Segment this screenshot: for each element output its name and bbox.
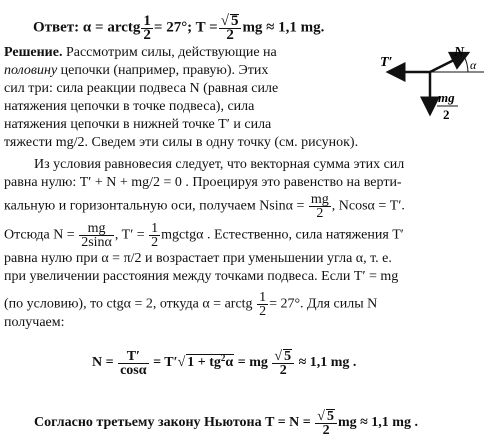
answer-alpha-value: = 27°; xyxy=(153,19,193,36)
para3-line-1: Отсюда N = $\frac{mg}{2\sin\alpha}$ , T′ = $\frac{1}{2}$ mgctgα . Естественно, сила натяжения T′ xyxy=(4,221,404,250)
answer-t: T = xyxy=(195,19,218,36)
solution-line-4: натяжения цепочки в точке подвеса), сила xyxy=(4,99,255,114)
answer-alpha: α = arctg xyxy=(82,19,141,36)
alpha-arc xyxy=(464,56,468,72)
solution-line-3: сил три: сила реакции подвеса N (равная силе xyxy=(4,81,279,96)
para2-line-3: кальную и горизонтальную оси, получаем Nsinα = $\frac{mg}{2}$ , Ncosα = T′. xyxy=(4,192,405,221)
mg-label-num: mg xyxy=(438,90,455,105)
answer-fraction: $\frac{1}{2}$ xyxy=(143,12,151,43)
equation-n: N = $\frac{T'}{\cos\alpha}$ = T′√ $1 + tg^2\alpha$ = mg $\frac{√ 5}{2}$ ≈ 1,1 mg . xyxy=(92,348,357,378)
para3-line-4: (по условию), то ctgα = 2, откуда α = arctg $\frac{1}{2}$ = 27°. Для силы N xyxy=(4,290,378,319)
answer-line xyxy=(33,14,324,42)
answer-label: Ответ: xyxy=(33,19,80,36)
para3-line-5: получаем: xyxy=(4,315,65,330)
solution-label: Решение. xyxy=(4,45,63,60)
n-label: N xyxy=(454,45,465,60)
t-label: T′ xyxy=(380,55,393,70)
solution-line-6: тяжести mg/2. Сведем эти силы в одну точку (см. рисунок). xyxy=(4,135,359,150)
solution-line-5: натяжения цепочки в нижней точке T′ и сила xyxy=(4,117,272,132)
para3-line-2: равна нулю при α = π/2 и возрастает при уменьшении угла α, т. е. xyxy=(4,251,392,266)
solution-line-2: половину цепочки (например, правую). Этих xyxy=(4,63,269,78)
solution-line-1: Решение. Рассмотрим силы, действующие на xyxy=(4,45,277,60)
para2-line-2: равна нулю: T′ + N + mg/2 = 0 . Проецируя это равенство на верти- xyxy=(4,175,402,190)
force-diagram xyxy=(372,44,494,128)
final-line: Согласно третьему закону Ньютона T = N = $\frac{√ 5}{2}$ mg ≈ 1,1 mg . xyxy=(34,409,418,438)
alpha-label: α xyxy=(470,58,477,72)
answer-t-tail: mg ≈ 1,1 mg. xyxy=(242,19,325,36)
answer-sqrt-fraction: $\frac{√ 5}{2}$ xyxy=(219,14,242,42)
para3-line-3: при увеличении расстояния между точками подвеса. Если T′ = mg xyxy=(4,269,399,284)
mg-label-den: 2 xyxy=(443,107,450,122)
para2-line-1: Из условия равновесия следует, что векторная сумма этих сил xyxy=(34,157,405,172)
